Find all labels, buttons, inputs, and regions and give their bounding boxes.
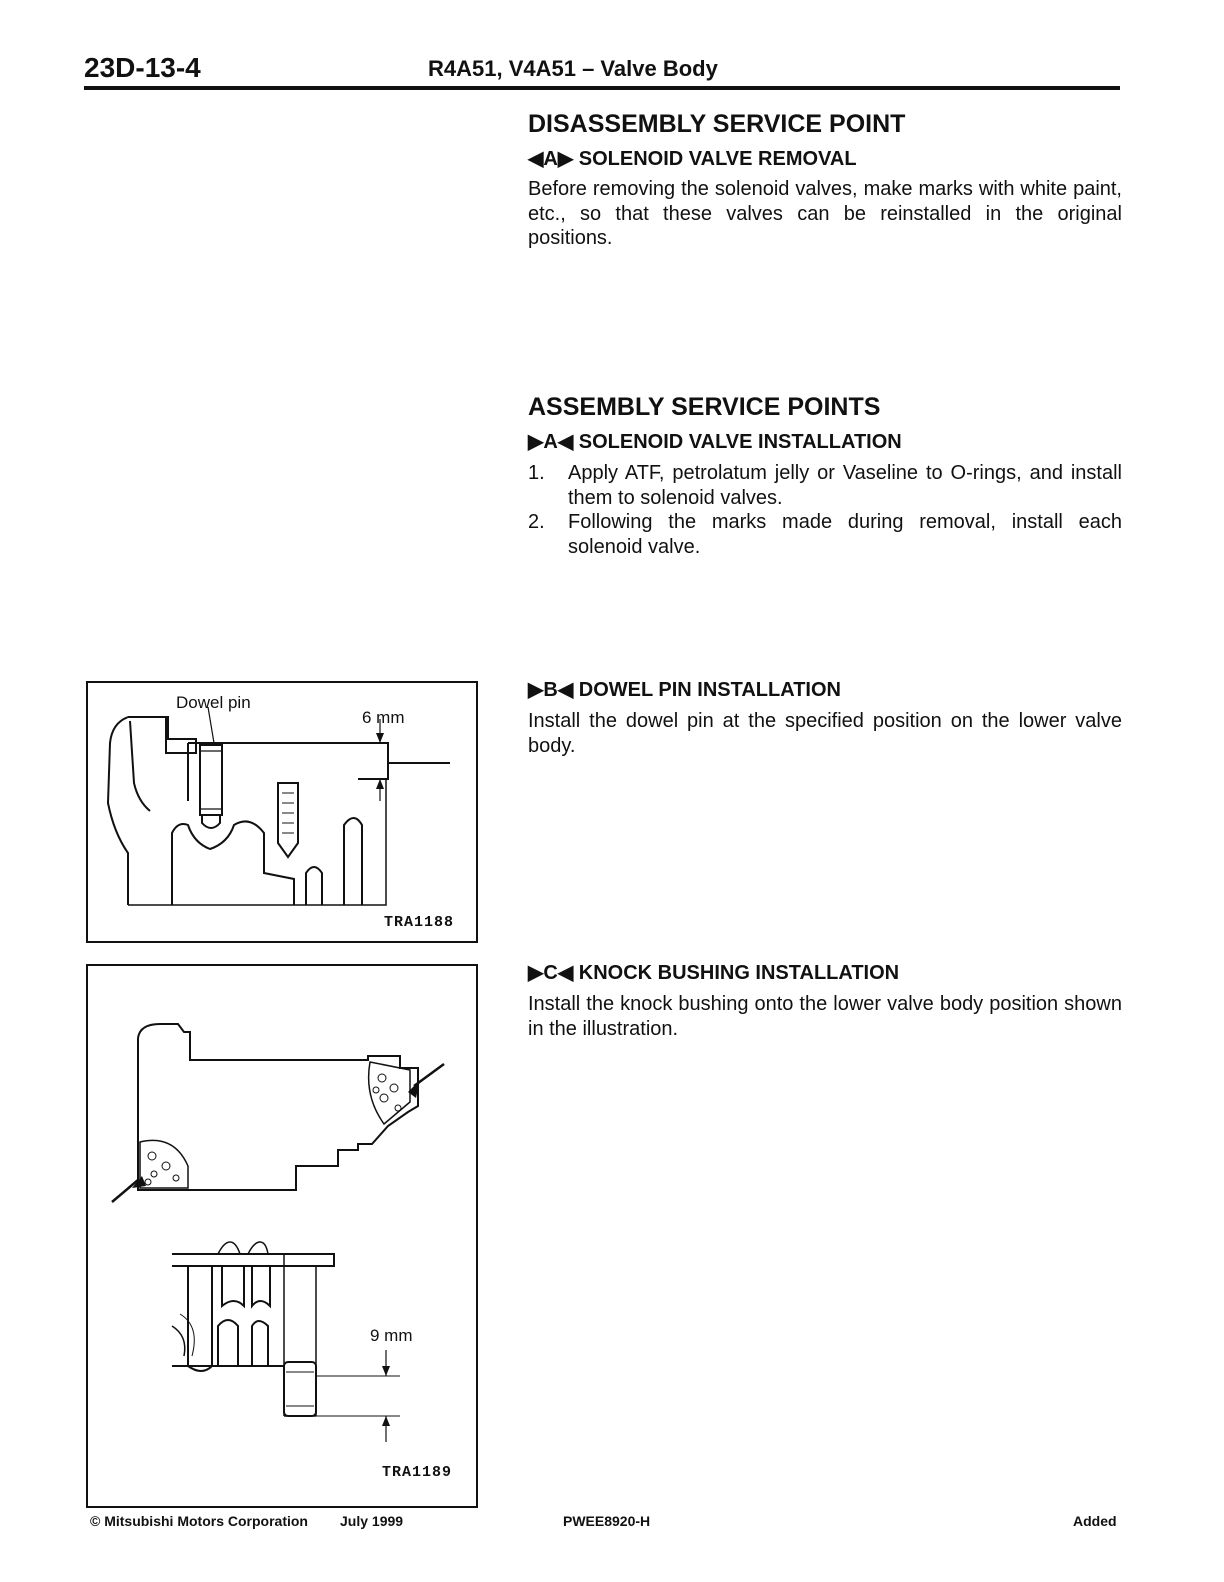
solenoid-removal-text: Before removing the solenoid valves, make marks with white paint, etc., so that these valves can be reinstalled in the original positions. — [528, 178, 1122, 249]
disassembly-section-title: DISASSEMBLY SERVICE POINT — [528, 110, 906, 138]
dowel-pin-text: Install the dowel pin at the specified position on the lower valve body. — [528, 710, 1122, 757]
footer-doc-code: PWEE8920-H — [563, 1513, 651, 1529]
step-item — [528, 510, 1122, 559]
step-text: Apply ATF, petrolatum jelly or Vaseline to O-rings, and install them to solenoid valves. — [568, 462, 1122, 509]
page-title: R4A51, V4A51 – Valve Body — [428, 56, 718, 81]
dowel-pin-figure — [86, 681, 478, 943]
knock-bushing-heading: ▶C◀ KNOCK BUSHING INSTALLATION — [528, 962, 900, 984]
dowel-pin-label: Dowel pin — [176, 693, 251, 712]
footer-date: July 1999 — [340, 1513, 404, 1529]
page-number: 23D-13-4 — [84, 52, 201, 83]
step-item — [528, 461, 1122, 510]
step-number: 1. — [528, 462, 545, 484]
figure-code-tra1189: TRA1189 — [382, 1464, 453, 1481]
dimension-6mm-label: 6 mm — [362, 708, 405, 727]
header-divider — [84, 86, 1120, 90]
knock-bushing-text: Install the knock bushing onto the lower valve body position shown in the illustration. — [528, 993, 1122, 1040]
dowel-pin-heading: ▶B◀ DOWEL PIN INSTALLATION — [528, 679, 841, 701]
dimension-9mm-label: 9 mm — [370, 1326, 413, 1345]
knock-bushing-illustration — [88, 966, 480, 1510]
footer-copyright: © Mitsubishi Motors Corporation — [90, 1513, 308, 1529]
assembly-section-title: ASSEMBLY SERVICE POINTS — [528, 393, 881, 421]
figure-code-tra1188: TRA1188 — [384, 914, 455, 931]
solenoid-removal-heading: ◀A▶ SOLENOID VALVE REMOVAL — [528, 148, 857, 170]
step-number: 2. — [528, 511, 545, 533]
knock-bushing-figure — [86, 964, 478, 1508]
solenoid-installation-heading: ▶A◀ SOLENOID VALVE INSTALLATION — [528, 431, 902, 453]
footer-status: Added — [1073, 1513, 1117, 1529]
dowel-pin-illustration — [88, 683, 480, 945]
step-text: Following the marks made during removal, install each solenoid valve. — [568, 511, 1122, 558]
solenoid-installation-steps — [528, 461, 1122, 559]
